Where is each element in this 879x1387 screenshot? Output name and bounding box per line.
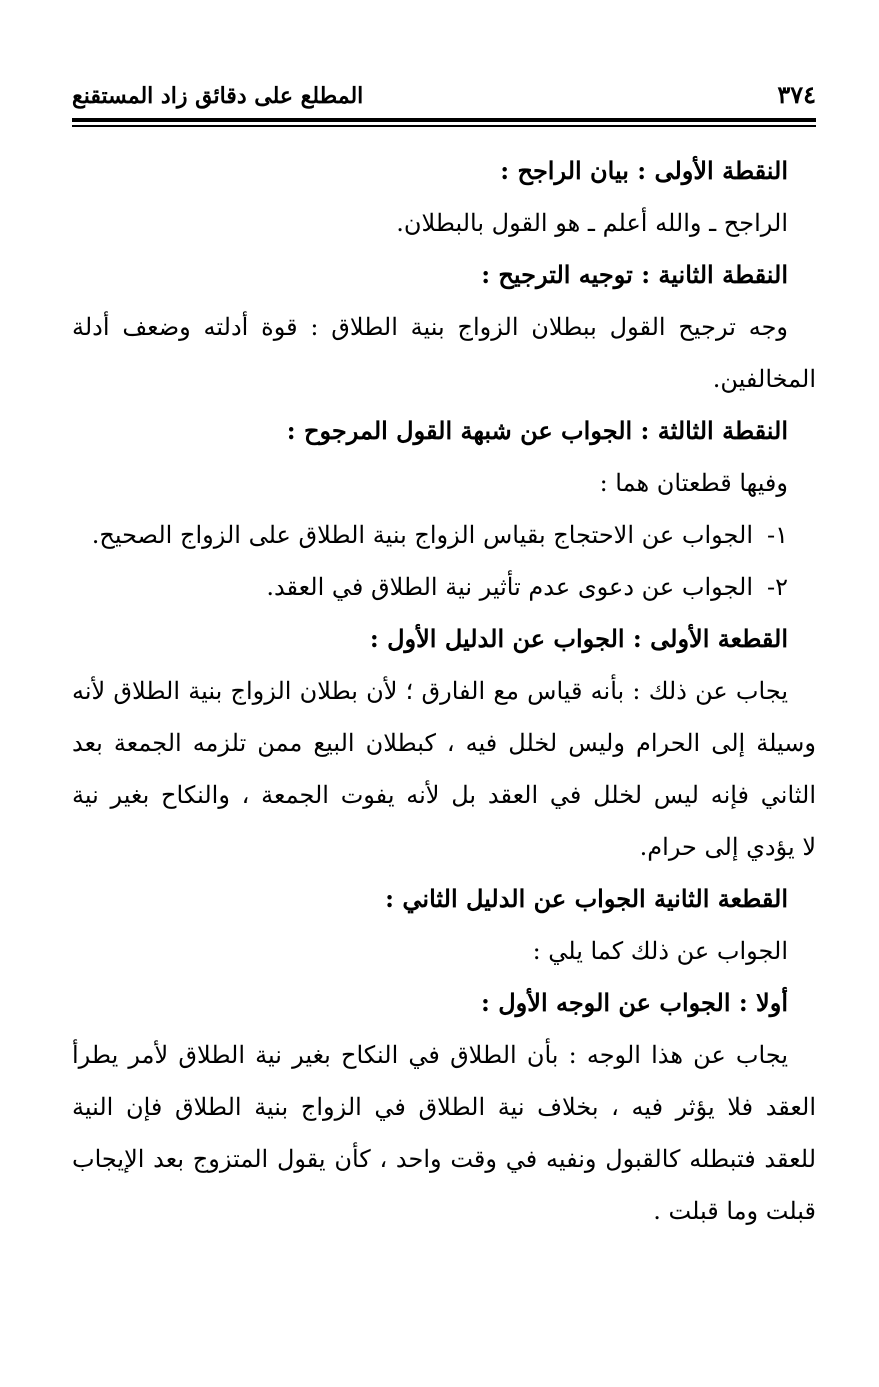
page [72, 80, 816, 1237]
paragraph-line: للعقد فتبطله كالقبول ونفيه في وقت واحد ، كأن يقول المتزوج بعد الإيجاب [72, 1144, 816, 1173]
book-title: المطلع على دقائق زاد المستقنع [72, 83, 364, 109]
heading-section-2: القطعة الثانية الجواب عن الدليل الثاني : [385, 883, 788, 913]
paragraph-line: وجه ترجيح القول ببطلان الزواج بنية الطلاق : قوة أدلته وضعف أدلة [72, 312, 789, 341]
paragraph-line: الراجح ـ والله أعلم ـ هو القول بالبطلان. [396, 208, 788, 237]
heading-first-aspect: أولا : الجواب عن الوجه الأول : [481, 987, 788, 1017]
paragraph-line: الجواب عن ذلك كما يلي : [532, 936, 788, 965]
paragraph-line: المخالفين. [712, 364, 816, 393]
paragraph-line: وفيها قطعتان هما : [599, 468, 788, 497]
running-header [72, 80, 816, 116]
list-item [72, 561, 816, 613]
page-number: ٣٧٤ [777, 80, 816, 109]
list-number: ١- [767, 520, 788, 549]
paragraph-line: العقد فلا يؤثر فيه ، بخلاف نية الطلاق في الزواج بنية الطلاق فإن النية [72, 1092, 816, 1121]
header-rule-thin [72, 125, 816, 127]
paragraph-line: الثاني فإنه ليس لخلل في العقد بل لأنه يفوت الجمعة ، والنكاح بغير نية [72, 780, 816, 809]
list-number: ٢- [767, 572, 788, 601]
list-text: الجواب عن الاحتجاج بقياس الزواج بنية الطلاق على الزواج الصحيح. [91, 520, 753, 549]
paragraph-line: يجاب عن هذا الوجه : بأن الطلاق في النكاح بغير نية الطلاق لأمر يطرأ [72, 1040, 788, 1069]
heading-point-1: النقطة الأولى : بيان الراجح : [500, 155, 788, 185]
list-text: الجواب عن دعوى عدم تأثير نية الطلاق في العقد. [266, 572, 753, 601]
list-item [72, 509, 816, 561]
paragraph-line: قبلت وما قبلت . [653, 1196, 816, 1225]
page-body [72, 145, 816, 1237]
paragraph-line: لا يؤدي إلى حرام. [639, 832, 816, 861]
paragraph-line: يجاب عن ذلك : بأنه قياس مع الفارق ؛ لأن بطلان الزواج بنية الطلاق لأنه [72, 676, 788, 705]
paragraph-line: وسيلة إلى الحرام وليس لخلل فيه ، كبطلان البيع ممن تلزمه الجمعة بعد [72, 728, 816, 757]
heading-point-3: النقطة الثالثة : الجواب عن شبهة القول المرجوح : [286, 415, 788, 445]
header-rule-thick [72, 118, 816, 122]
heading-point-2: النقطة الثانية : توجيه الترجيح : [481, 259, 788, 289]
heading-section-1: القطعة الأولى : الجواب عن الدليل الأول : [369, 623, 788, 653]
